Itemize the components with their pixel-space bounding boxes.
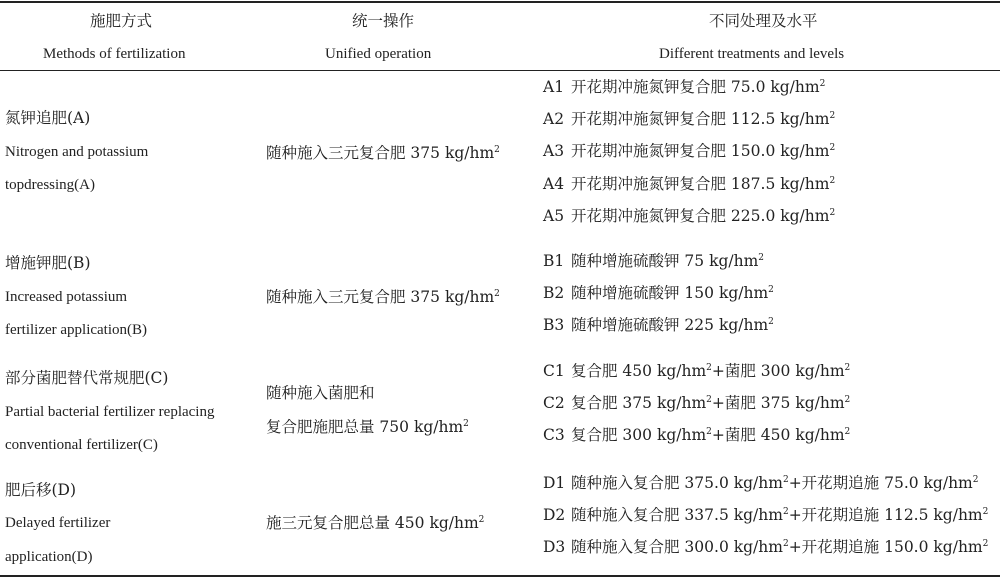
method-label-en: Delayed fertilizer	[5, 515, 111, 531]
treatment-row	[543, 254, 764, 270]
header-operation-en: Unified operation	[325, 46, 432, 62]
method-label-zh: 部分菌肥替代常规肥(C)	[5, 369, 169, 387]
superscript: 2	[478, 515, 485, 525]
operation-text	[266, 386, 375, 402]
treatment-text: 随种增施硫酸钾 150 kg/hm	[571, 284, 769, 303]
treatment-text: 随种增施硫酸钾 75 kg/hm	[571, 252, 759, 270]
method-label-zh: 氮钾追肥(A)	[5, 109, 91, 127]
method-label-en: Increased potassium	[5, 289, 128, 305]
treatment-row	[543, 80, 825, 96]
treatment-code: B1	[543, 252, 565, 270]
treatment-text: 随种增施硫酸钾 225 kg/hm	[571, 316, 769, 335]
method-label-en: Nitrogen and potassium	[5, 144, 149, 160]
operation-text	[266, 146, 500, 162]
operation-text-main: 随种施入菌肥和	[266, 384, 375, 402]
method-label-zh: 增施钾肥(B)	[5, 254, 91, 272]
header-treatments-zh: 不同处理及水平	[709, 12, 818, 30]
treatment-row	[543, 112, 835, 128]
superscript: 2	[819, 79, 826, 89]
treatment-row	[543, 540, 988, 556]
treatment-code: C1	[543, 362, 565, 380]
method-label-en: conventional fertilizer(C)	[5, 437, 158, 453]
treatment-code: B3	[543, 316, 565, 335]
treatment-text: +菌肥 450 kg/hm	[711, 426, 845, 445]
treatment-text: +开花期追施 112.5 kg/hm	[788, 506, 983, 525]
treatment-code: D1	[543, 474, 566, 492]
header-methods-zh: 施肥方式	[90, 12, 153, 30]
header-methods-en: Methods of fertilization	[43, 46, 186, 62]
treatment-row	[543, 428, 850, 444]
superscript: 2	[844, 363, 851, 373]
bottom-rule	[0, 575, 1000, 577]
superscript: 2	[768, 285, 774, 296]
treatment-row	[543, 476, 979, 492]
treatment-row	[543, 396, 850, 412]
treatment-text: +开花期追施 150.0 kg/hm	[788, 538, 983, 557]
treatment-code: A1	[543, 78, 565, 96]
superscript: 2	[768, 317, 774, 328]
treatment-row	[543, 364, 850, 380]
superscript: 2	[972, 475, 979, 485]
treatment-row	[543, 174, 836, 193]
treatment-row	[543, 318, 774, 334]
method-label-en: application(D)	[5, 549, 93, 565]
superscript: 2	[829, 207, 836, 218]
treatment-code: A3	[543, 142, 565, 161]
treatment-row	[543, 286, 774, 302]
method-label-zh: 肥后移(D)	[5, 481, 77, 499]
treatment-code: C2	[543, 394, 565, 413]
method-label-en: topdressing(A)	[5, 177, 95, 193]
method-label-en: fertilizer application(B)	[5, 322, 148, 338]
treatment-text: +开花期追施 75.0 kg/hm	[788, 474, 973, 492]
superscript: 2	[782, 475, 789, 485]
operation-text-main: 复合肥施肥总量 750 kg/hm	[266, 418, 464, 436]
superscript: 2	[782, 539, 789, 550]
operation-text	[266, 290, 500, 306]
treatment-row	[543, 144, 835, 160]
treatment-text: 开花期冲施氮钾复合肥 112.5 kg/hm	[571, 110, 830, 129]
operation-text	[266, 516, 484, 532]
superscript: 2	[706, 427, 712, 438]
treatment-code: C3	[543, 426, 565, 445]
treatment-text: +菌肥 300 kg/hm	[711, 362, 845, 380]
superscript: 2	[782, 507, 789, 518]
treatment-code: A2	[543, 110, 565, 129]
superscript: 2	[844, 427, 851, 438]
treatment-text: 开花期冲施氮钾复合肥 187.5 kg/hm	[571, 174, 830, 193]
treatment-text: 复合肥 375 kg/hm	[571, 394, 707, 413]
superscript: 2	[829, 143, 836, 154]
operation-text	[266, 420, 469, 436]
superscript: 2	[829, 175, 836, 186]
treatment-text: 随种施入复合肥 375.0 kg/hm	[571, 474, 783, 492]
superscript: 2	[706, 395, 712, 406]
treatment-text: 复合肥 450 kg/hm	[571, 362, 707, 380]
treatment-text: 随种施入复合肥 300.0 kg/hm	[571, 538, 783, 557]
treatment-code: D2	[543, 506, 566, 525]
treatment-code: B2	[543, 284, 565, 303]
treatment-row	[543, 206, 836, 225]
superscript: 2	[982, 539, 989, 550]
superscript: 2	[758, 253, 765, 263]
header-treatments-en: Different treatments and levels	[659, 46, 845, 62]
treatment-row	[543, 508, 988, 524]
top-rule	[0, 1, 1000, 3]
treatment-text: 开花期冲施氮钾复合肥 75.0 kg/hm	[571, 78, 820, 96]
superscript: 2	[494, 289, 500, 299]
treatment-text: 随种施入复合肥 337.5 kg/hm	[571, 506, 783, 525]
superscript: 2	[463, 419, 469, 429]
treatment-text: 复合肥 300 kg/hm	[571, 426, 707, 445]
header-operation-zh: 统一操作	[352, 12, 415, 30]
method-label-en: Partial bacterial fertilizer replacing	[5, 404, 215, 420]
superscript: 2	[706, 363, 712, 373]
treatment-code: D3	[543, 538, 566, 557]
treatment-code: A5	[543, 206, 565, 225]
treatment-code: A4	[543, 174, 565, 193]
operation-text-main: 施三元复合肥总量 450 kg/hm	[266, 514, 479, 532]
treatment-text: 开花期冲施氮钾复合肥 150.0 kg/hm	[571, 142, 830, 161]
operation-text-main: 随种施入三元复合肥 375 kg/hm	[266, 144, 495, 162]
operation-text-main: 随种施入三元复合肥 375 kg/hm	[266, 288, 495, 306]
header-rule	[0, 70, 1000, 71]
superscript: 2	[844, 395, 851, 406]
treatment-text: 开花期冲施氮钾复合肥 225.0 kg/hm	[571, 206, 830, 225]
treatment-text: +菌肥 375 kg/hm	[711, 394, 845, 413]
superscript: 2	[829, 111, 836, 122]
superscript: 2	[494, 145, 500, 155]
superscript: 2	[982, 507, 989, 518]
